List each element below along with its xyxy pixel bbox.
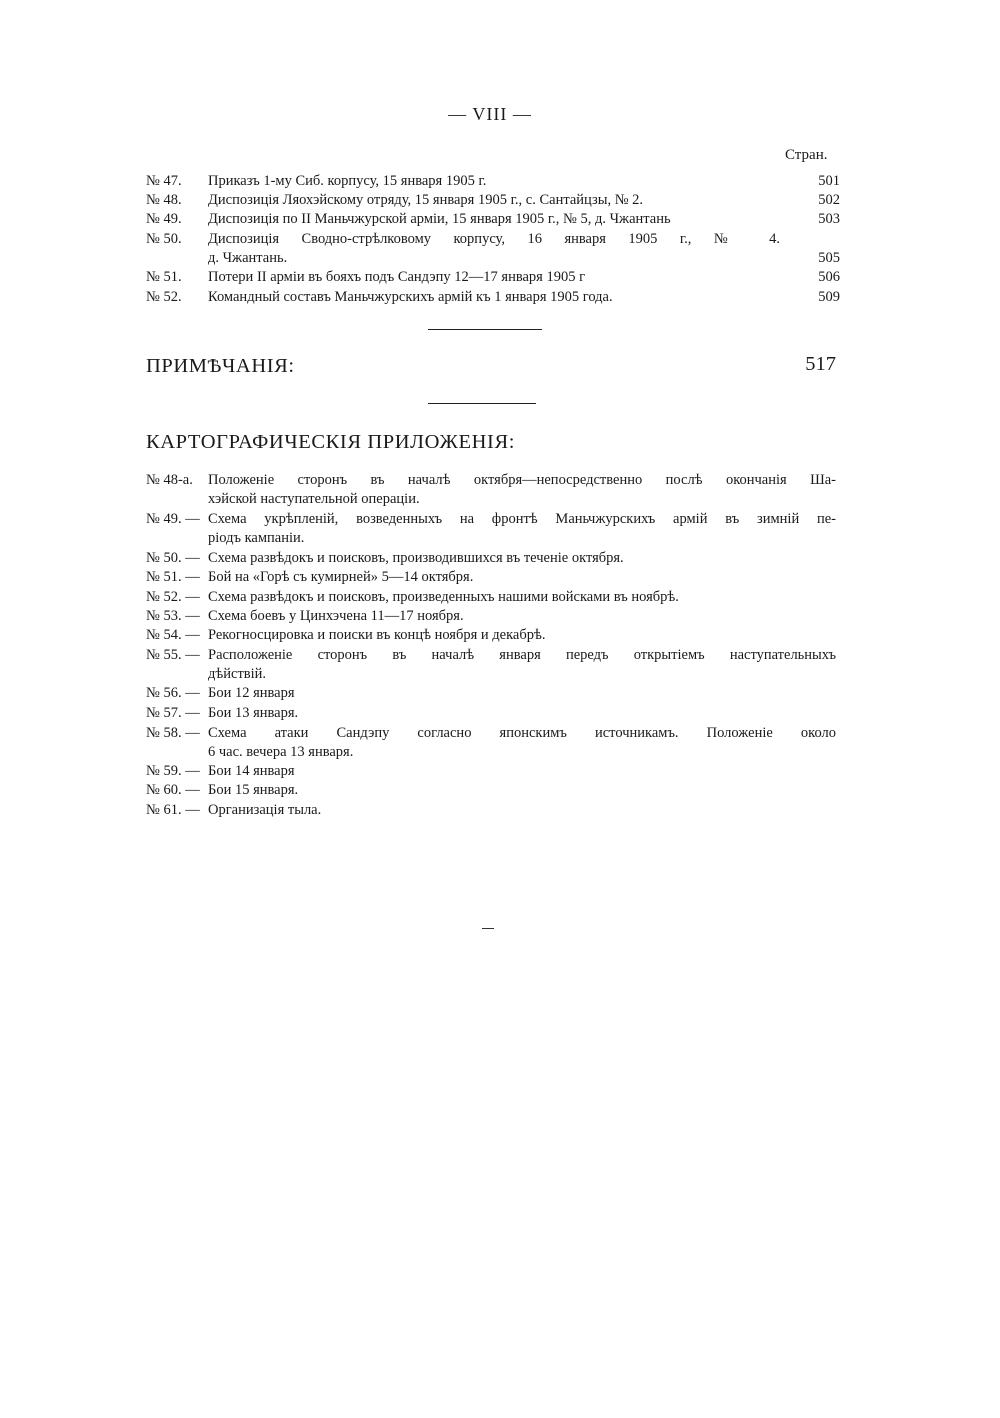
map-number: № 61. — [146,802,200,818]
map-number: № 60. — [146,782,200,798]
toc-number: № 48. [146,192,182,208]
toc-page: 502 [818,192,840,208]
map-title: Организація тыла. [208,802,322,818]
map-title: Схема укрѣпленій, возведенныхъ на фронтѣ Маньчжурскихъ армій въ зимній пе- [208,511,836,527]
map-number: № 54. — [146,627,200,643]
toc-title: Потери II арміи въ бояхъ подъ Сандэпу 12—17 января 1905 г [208,269,586,285]
toc-page: 501 [818,173,840,189]
toc-number: № 47. [146,173,182,189]
page-column-label: Стран. [785,147,828,163]
map-number: № 58. — [146,725,200,741]
toc-title: Диспозиція Ляохэйскому отряду, 15 января 1905 г., с. Сантайцзы, № 2. [208,192,644,208]
toc-page: 506 [818,269,840,285]
map-title-continuation: 6 час. вечера 13 января. [208,744,354,760]
section-divider [428,403,536,404]
map-number: № 49. — [146,511,200,527]
map-number: № 50. — [146,550,200,566]
map-number: № 56. — [146,685,200,701]
map-title: Схема развѣдокъ и поисковъ, производившихся въ теченіе октября. [208,550,624,566]
map-number: № 53. — [146,608,200,624]
map-title: Бои 14 января [208,763,295,779]
toc-page: 509 [818,289,840,305]
notes-heading: ПРИМѢЧАНІЯ: [146,355,295,377]
toc-title-continuation: д. Чжантань. [208,250,288,266]
toc-title: Диспозиція Сводно-стрѣлковому корпусу, 16 января 1905 г., № 4. [208,231,780,247]
toc-title: Командный составъ Маньчжурскихъ армій къ 1 января 1905 года. [208,289,613,305]
toc-title: Приказъ 1-му Сиб. корпусу, 15 января 1905 г. [208,173,487,189]
map-number: № 51. — [146,569,200,585]
map-title: Схема развѣдокъ и поисковъ, произведенныхъ нашими войсками въ ноябрѣ. [208,589,679,605]
section-divider [428,329,542,330]
toc-number: № 52. [146,289,182,305]
map-number: № 48-а. [146,472,193,488]
map-title-continuation: хэйской наступательной операціи. [208,491,420,507]
map-title: Схема атаки Сандэпу согласно японскимъ источникамъ. Положеніе около [208,725,836,741]
toc-number: № 50. [146,231,182,247]
map-title: Положеніе сторонъ въ началѣ октября—непосредственно послѣ окончанія Ша- [208,472,836,488]
map-title: Бой на «Горѣ съ кумирней» 5—14 октября. [208,569,474,585]
map-number: № 57. — [146,705,200,721]
map-number: № 52. — [146,589,200,605]
map-title: Бои 15 января. [208,782,299,798]
map-title: Бои 13 января. [208,705,299,721]
toc-page: 505 [818,250,840,266]
toc-number: № 49. [146,211,182,227]
map-title: Расположеніе сторонъ въ началѣ января передъ открытіемъ наступательныхъ [208,647,836,663]
page-number: — VIII — [448,104,532,124]
map-title: Схема боевъ у Цинхэчена 11—17 ноября. [208,608,464,624]
map-number: № 59. — [146,763,200,779]
map-title: Бои 12 января [208,685,295,701]
toc-number: № 51. [146,269,182,285]
map-number: № 55. — [146,647,200,663]
footer-dash [482,928,494,929]
notes-page: 517 [805,353,836,375]
toc-page: 503 [818,211,840,227]
toc-title: Диспозиція по II Маньчжурской арміи, 15 января 1905 г., № 5, д. Чжантань [208,211,671,227]
maps-heading: КАРТОГРАФИЧЕСКІЯ ПРИЛОЖЕНІЯ: [146,431,516,453]
map-title: Рекогносцировка и поиски въ концѣ ноября и декабрѣ. [208,627,546,643]
map-title-continuation: дѣйствій. [208,666,267,682]
map-title-continuation: ріодъ кампаніи. [208,530,305,546]
